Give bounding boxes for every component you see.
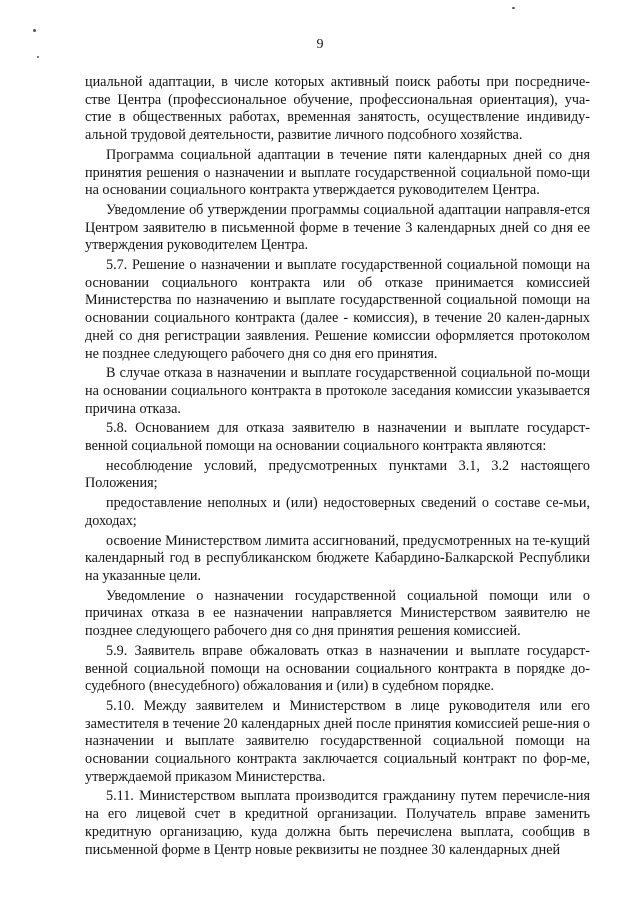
refusal-ground-2: предоставление неполных и (или) недостоверных сведений о составе се-мьи, доходах; [85,495,590,529]
paragraph-program-notification: Уведомление об утверждении программы социальной адаптации направля-ется Центром заявителю в письменной форме в течение 3 календарных дней со дня ее утверждения руководителем Центра. [85,201,590,254]
paragraph-refusal-reason: В случае отказа в назначении и выплате государственной социальной по-мощи на основании социального контракта в протоколе заседания комиссии указывается причина отказа. [85,365,590,417]
paragraph-continuation: циальной адаптации, в числе которых активный поиск работы при посредниче-стве Центра (профессиональное обучение, профессиональная ориентация), уча-стие в общественных работах, временная занятость, осуществление индивиду-альной трудовой деятельности, развитие личного подсобного хозяйства. [85,74,590,144]
clause-5-8: 5.8. Основанием для отказа заявителю в назначении и выплате государст-венной социальной помощи на основании социального контракта являются: [85,420,590,455]
page-number: 9 [316,37,324,52]
scan-speck [512,7,515,9]
scan-speck [37,56,39,58]
document-body [85,74,590,859]
clause-5-11: 5.11. Министерством выплата производится гражданину путем перечисле-ния на его лицевой счет в кредитной организации. Получатель вправе заменить кредитную организацию, куда должна быть перечислена выплата, сообщив в письменной форме в Центр новые реквизиты не позднее 30 календарных дней [85,788,590,858]
clause-5-7: 5.7. Решение о назначении и выплате государственной социальной помощи на основании социального контракта или об отказе принимается комиссией Министерства по назначению и выплате государственной социальной помощи на основании социального контракта (далее - комиссия), в течение 20 кален-дарных дней со дня регистрации заявления. Решение комиссии оформляется протоколом не позднее следующего рабочего дня со дня его принятия. [85,257,590,362]
paragraph-program-approval: Программа социальной адаптации в течение пяти календарных дней со дня принятия решения о назначении и выплате государственной социальной помо-щи на основании социального контракта утверждается руководителем Центра. [85,146,590,199]
paragraph-decision-notification: Уведомление о назначении государственной социальной помощи или о причинах отказа в ее назначении направляется Министерством заявителю не позднее следующего рабочего дня со дня принятия решения комиссией. [85,587,590,640]
scan-speck [33,29,36,32]
clause-5-9: 5.9. Заявитель вправе обжаловать отказ в назначении и выплате государст-венной социальной помощи на основании социального контракта в порядке до-судебного (внесудебного) обжалования и (или) в судебном порядке. [85,642,590,695]
refusal-ground-1: несоблюдение условий, предусмотренных пунктами 3.1, 3.2 настоящего Положения; [85,457,590,492]
clause-5-10: 5.10. Между заявителем и Министерством в лице руководителя или его заместителя в течение 20 календарных дней после принятия комиссией реше-ния о назначении и выплате заявителю государственной социальной помощи на основании социального контракта заключается социальный контракт по фор-ме, утверждаемой приказом Министерства. [85,697,590,785]
refusal-ground-3: освоение Министерством лимита ассигнований, предусмотренных на те-кущий календарный год в республиканском бюджете Кабардино-Балкарской Республики на указанные цели. [85,532,590,584]
